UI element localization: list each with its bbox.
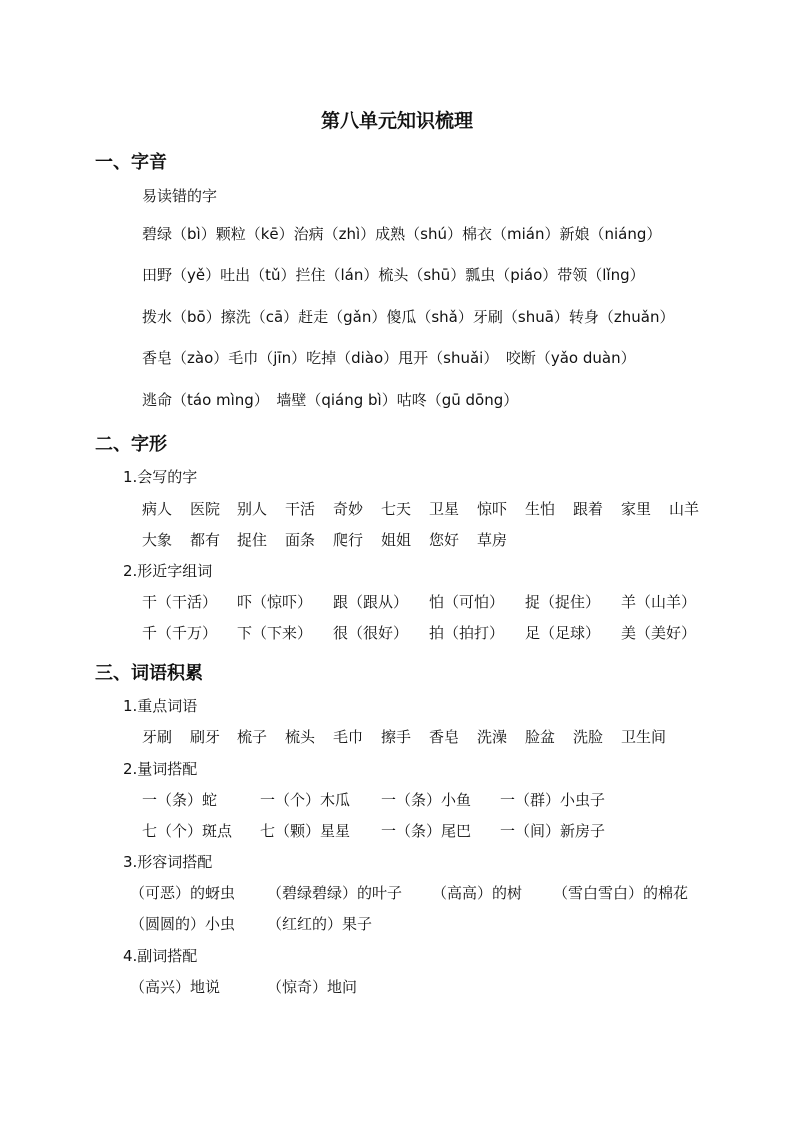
pinyin-line: 香皂（zào）毛巾（jīn）吃掉（diào）甩开（shuǎi） 咬断（yǎo duàn） xyxy=(142,349,636,367)
word: （红红的）果子 xyxy=(267,915,373,933)
word: 一（群）小虫子 xyxy=(500,791,606,809)
word: 都有 xyxy=(190,531,221,549)
word: 山羊 xyxy=(669,500,700,518)
word: 擦手 xyxy=(381,728,412,746)
word: 一（条）蛇 xyxy=(142,791,218,809)
section-heading-vocabulary: 三、词语积累 xyxy=(95,663,203,684)
word: 奇妙 xyxy=(333,500,364,518)
word: 美（美好） xyxy=(621,624,697,642)
word: 医院 xyxy=(190,500,221,518)
word: 千（千万） xyxy=(142,624,218,642)
word: （高高）的树 xyxy=(432,884,523,902)
word: 别人 xyxy=(237,500,268,518)
word: 七（个）斑点 xyxy=(142,822,233,840)
word: 跟（跟从） xyxy=(333,593,409,611)
word: 吓（惊吓） xyxy=(237,593,313,611)
word: 毛巾 xyxy=(333,728,364,746)
word: 一（间）新房子 xyxy=(500,822,606,840)
word: （圆圆的）小虫 xyxy=(130,915,236,933)
subheading-writable-chars: 1.会写的字 xyxy=(123,468,198,486)
word: 刷牙 xyxy=(190,728,221,746)
pinyin-line: 碧绿（bì）颗粒（kē）治病（zhì）成熟（shú）棉衣（mián）新娘（niáng） xyxy=(142,225,662,243)
word: 卫星 xyxy=(429,500,460,518)
subheading-adverb-collocations: 4.副词搭配 xyxy=(123,947,198,965)
word: 捉住 xyxy=(237,531,268,549)
word: （高兴）地说 xyxy=(130,978,221,996)
word: （可恶）的蚜虫 xyxy=(130,884,236,902)
word: （碧绿碧绿）的叶子 xyxy=(267,884,403,902)
word: 惊吓 xyxy=(477,500,508,518)
word: 爬行 xyxy=(333,531,364,549)
word: 香皂 xyxy=(429,728,460,746)
pinyin-line: 田野（yě）吐出（tǔ）拦住（lán）梳头（shū）瓢虫（piáo）带领（lǐng） xyxy=(142,266,645,284)
word: 一（条）小鱼 xyxy=(381,791,472,809)
section-heading-char-forms: 二、字形 xyxy=(95,434,167,455)
page-title: 第八单元知识梳理 xyxy=(320,110,473,132)
word: 您好 xyxy=(429,531,460,549)
word: 足（足球） xyxy=(525,624,601,642)
word: 一（条）尾巴 xyxy=(381,822,472,840)
word: 家里 xyxy=(621,500,652,518)
word: 面条 xyxy=(285,531,316,549)
subheading-key-words: 1.重点词语 xyxy=(123,697,198,715)
word: 草房 xyxy=(477,531,508,549)
subheading-similar-chars: 2.形近字组词 xyxy=(123,562,213,580)
word: 梳头 xyxy=(285,728,316,746)
subheading-misread-chars: 易读错的字 xyxy=(142,187,218,205)
word: 拍（拍打） xyxy=(429,624,505,642)
pinyin-line: 拨水（bō）擦洗（cā）赶走（gǎn）傻瓜（shǎ）牙刷（shuā）转身（zhuǎn） xyxy=(142,308,675,326)
subheading-adjective-collocations: 3.形容词搭配 xyxy=(123,853,213,871)
section-heading-pronunciation: 一、字音 xyxy=(95,152,167,173)
subheading-measure-words: 2.量词搭配 xyxy=(123,760,198,778)
word: 下（下来） xyxy=(237,624,313,642)
word: 干活 xyxy=(285,500,316,518)
word: 洗脸 xyxy=(573,728,604,746)
word: 生怕 xyxy=(525,500,556,518)
word: 脸盆 xyxy=(525,728,556,746)
word: 卫生间 xyxy=(621,728,667,746)
word: 羊（山羊） xyxy=(621,593,697,611)
word: （雪白雪白）的棉花 xyxy=(553,884,689,902)
word: 怕（可怕） xyxy=(429,593,505,611)
word: 七（颗）星星 xyxy=(260,822,351,840)
word: 很（很好） xyxy=(333,624,409,642)
word: 跟着 xyxy=(573,500,604,518)
word: 洗澡 xyxy=(477,728,508,746)
word: 七天 xyxy=(381,500,412,518)
word: 干（干活） xyxy=(142,593,218,611)
word: 姐姐 xyxy=(381,531,412,549)
word: 一（个）木瓜 xyxy=(260,791,351,809)
word: 病人 xyxy=(142,500,173,518)
pinyin-line: 逃命（táo mìng） 墙壁（qiáng bì）咕咚（gū dōng） xyxy=(142,391,519,409)
word: 牙刷 xyxy=(142,728,173,746)
word: 梳子 xyxy=(237,728,268,746)
word: 捉（捉住） xyxy=(525,593,601,611)
word: 大象 xyxy=(142,531,173,549)
word: （惊奇）地问 xyxy=(267,978,358,996)
